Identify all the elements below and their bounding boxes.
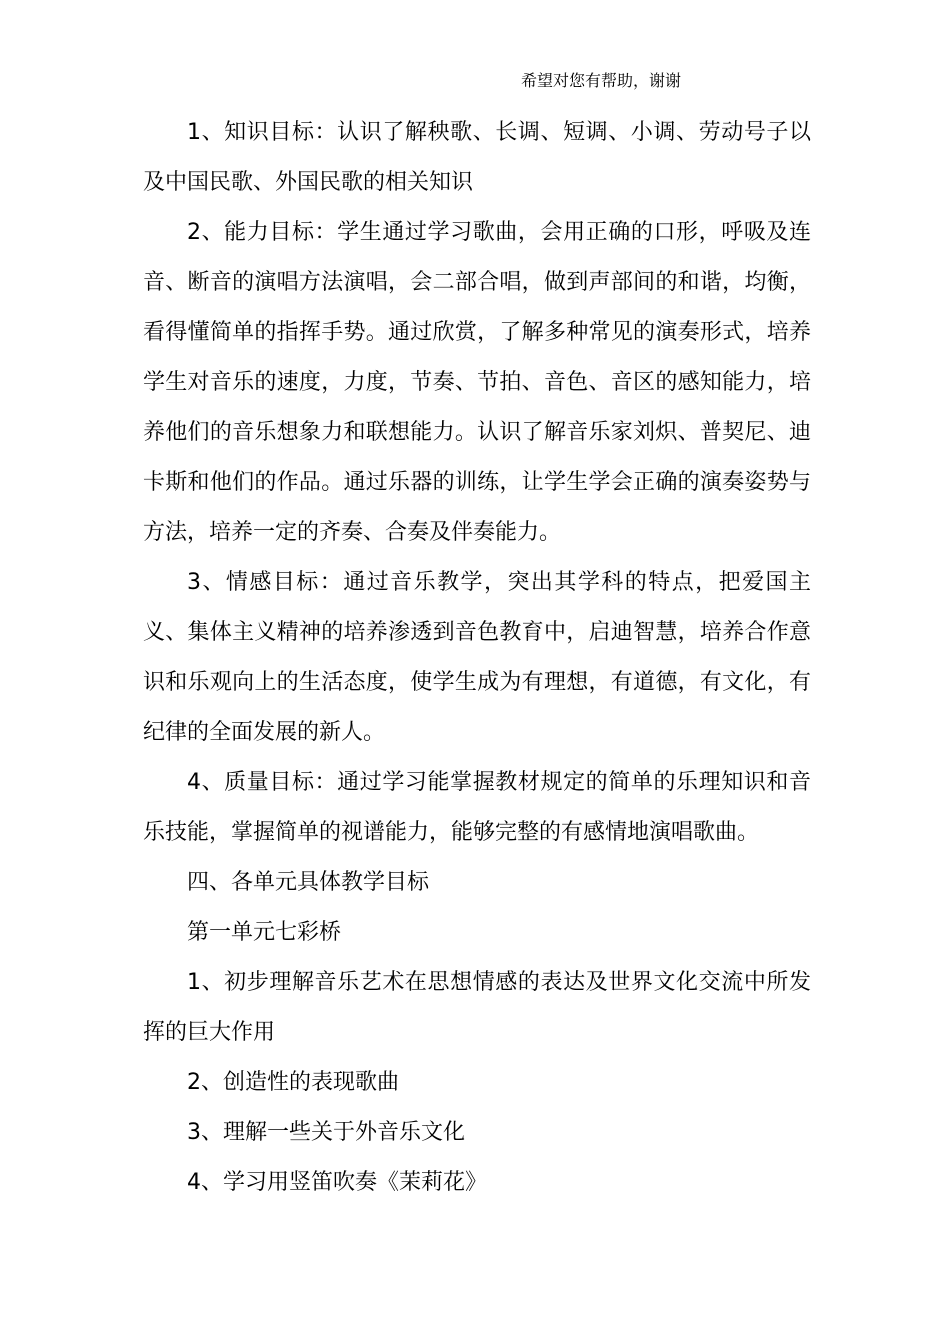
section-heading: 四、各单元具体教学目标 [187, 870, 430, 895]
paragraph-quality-goal: 4、质量目标：通过学习能掌握教材规定的简单的乐理知识和音乐技能，掌握简单的视谱能力，能够完整的有感情地演唱歌曲。 [143, 770, 811, 845]
paragraph-emotion-goal: 3、情感目标：通过音乐教学，突出其学科的特点，把爱国主义、集体主义精神的培养渗透到音色教育中，启迪智慧，培养合作意识和乐观向上的生活态度，使学生成为有理想，有道德，有文化，有纪律的全面发展的新人。 [143, 570, 811, 745]
list-item: 1、初步理解音乐艺术在思想情感的表达及世界文化交流中所发挥的巨大作用 [143, 970, 811, 1045]
document-body [143, 108, 811, 1208]
list-item: 4、学习用竖笛吹奏《茉莉花》 [187, 1170, 487, 1195]
header-note: 希望对您有帮助，谢谢 [521, 71, 682, 90]
paragraph-knowledge-goal: 1、知识目标：认识了解秧歌、长调、短调、小调、劳动号子以及中国民歌、外国民歌的相关知识 [143, 120, 811, 195]
list-item: 2、创造性的表现歌曲 [187, 1070, 399, 1095]
unit-heading: 第一单元七彩桥 [187, 920, 342, 945]
list-item: 3、理解一些关于外音乐文化 [187, 1120, 465, 1145]
paragraph-ability-goal: 2、能力目标：学生通过学习歌曲，会用正确的口形，呼吸及连音、断音的演唱方法演唱，会二部合唱，做到声部间的和谐，均衡，看得懂简单的指挥手势。通过欣赏，了解多种常见的演奏形式，培养学生对音乐的速度，力度，节奏、节拍、音色、音区的感知能力，培养他们的音乐想象力和联想能力。认识了解音乐家刘炽、普契尼、迪卡斯和他们的作品。通过乐器的训练，让学生学会正确的演奏姿势与方法，培养一定的齐奏、合奏及伴奏能力。 [143, 220, 811, 545]
